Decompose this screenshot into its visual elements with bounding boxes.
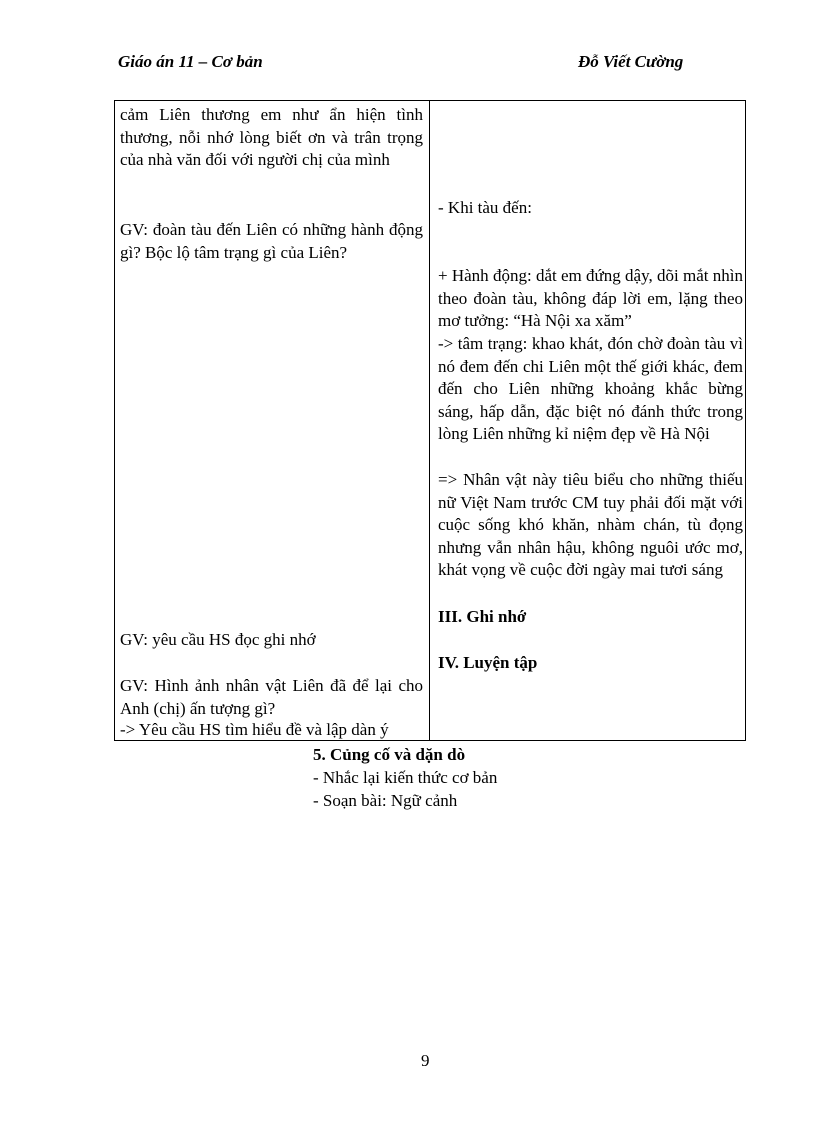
page-number: 9 bbox=[421, 1051, 430, 1070]
right-actions: + Hành động: dắt em đứng dậy, dõi mắt nhìn theo đoàn tàu, không đáp lời em, lặng theo mơ tưởng: “Hà Nội xa xăm” bbox=[438, 266, 743, 330]
right-conclusion: => Nhân vật này tiêu biểu cho những thiếu nữ Việt Nam trước CM tuy phải đối mặt với cuộc sống khó khăn, nhàm chán, tù đọng nhưng vẫn nhân hậu, không nguôi ước mơ, khát vọng về cuộc đời ngày mai tươi sáng bbox=[438, 470, 743, 579]
right-section-3: III. Ghi nhớ bbox=[438, 607, 527, 626]
right-mood: -> tâm trạng: khao khát, đón chờ đoàn tàu vì nó đem đến chi Liên một thế giới khác, đem đến cho Liên những khoảng khắc bừng sáng, hấp dẫn, đặc biệt nó đánh thức trong lòng Liên những kỉ niệm đẹp về Hà Nội bbox=[438, 334, 743, 443]
left-question-2: GV: Hình ảnh nhân vật Liên đã để lại cho Anh (chị) ấn tượng gì? bbox=[120, 676, 423, 718]
lesson-table bbox=[114, 100, 746, 741]
left-task: -> Yêu cầu HS tìm hiểu đề và lập dàn ý bbox=[120, 720, 389, 739]
left-question-1: GV: đoàn tàu đến Liên có những hành động gì? Bộc lộ tâm trạng gì của Liên? bbox=[120, 220, 423, 262]
footer-item: - Nhắc lại kiến thức cơ bản bbox=[313, 768, 498, 787]
header-left: Giáo án 11 – Cơ bản bbox=[118, 52, 263, 71]
right-section-4: IV. Luyện tập bbox=[438, 653, 538, 672]
footer-item: - Soạn bài: Ngữ cảnh bbox=[313, 791, 458, 810]
right-when-train: - Khi tàu đến: bbox=[438, 198, 532, 217]
left-instruction: GV: yêu cầu HS đọc ghi nhớ bbox=[120, 630, 316, 649]
column-divider bbox=[429, 101, 430, 740]
header-right: Đỗ Viết Cường bbox=[578, 52, 684, 71]
footer-title: 5. Củng cố và dặn dò bbox=[313, 745, 466, 764]
left-intro: cảm Liên thương em như ẩn hiện tình thương, nỗi nhớ lòng biết ơn và trân trọng của nhà văn đối với người chị của mình bbox=[120, 105, 423, 169]
